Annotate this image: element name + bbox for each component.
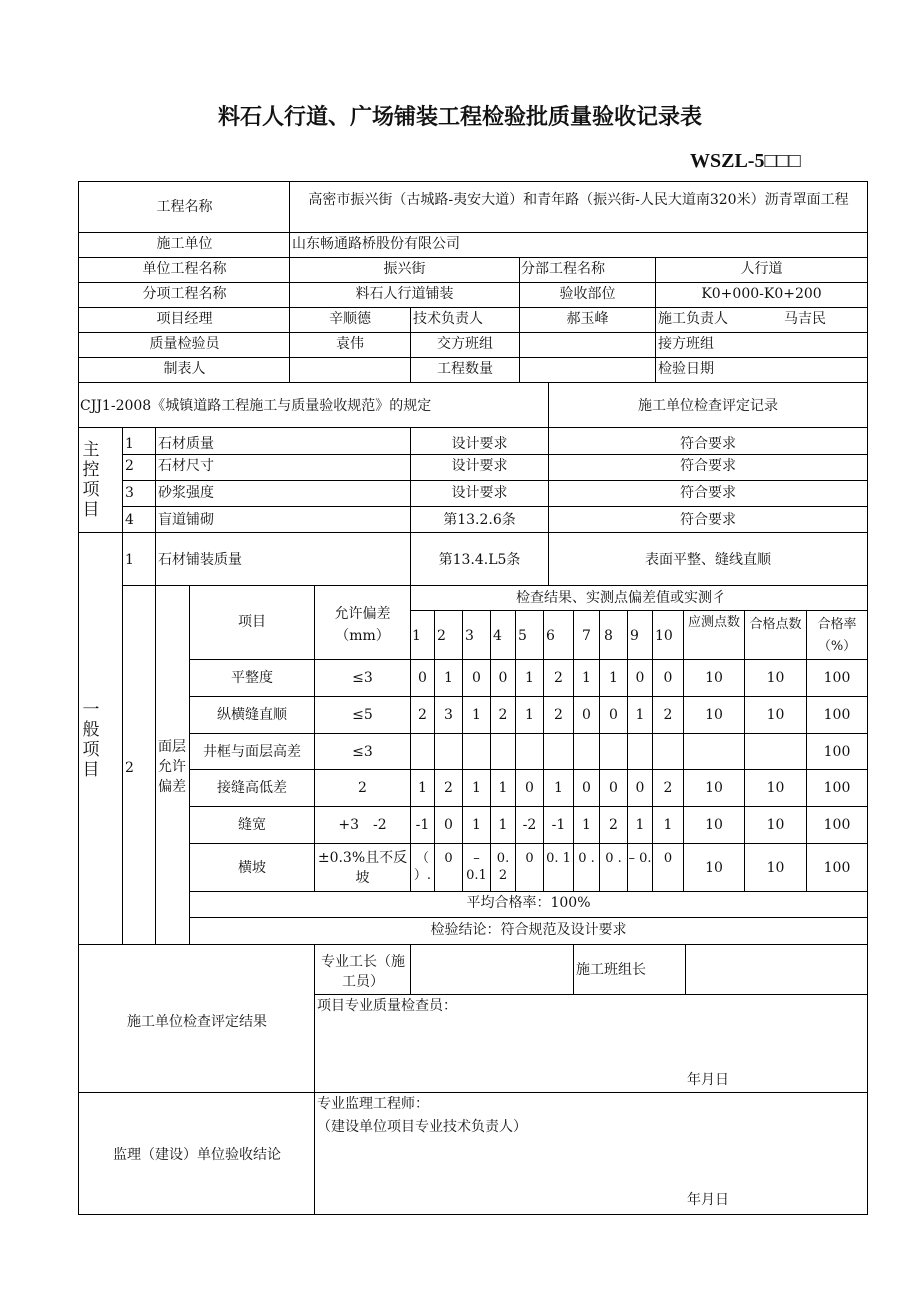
row-point-value: 1 bbox=[635, 707, 645, 723]
row-rate: 100 bbox=[823, 817, 851, 833]
unit-project-value: 振兴街 bbox=[383, 261, 426, 277]
tech-lead-value: 郝玉峰 bbox=[566, 311, 609, 327]
project-name-value: 高密市振兴街（古城路-夷安大道）和青年路（振兴街-人民大道南320米）沥青罩面工程 bbox=[308, 192, 849, 208]
foreman-label: 专业工长（施工员） bbox=[321, 954, 405, 990]
mc-result: 符合要求 bbox=[680, 458, 736, 474]
item-project-label: 分项工程名称 bbox=[142, 286, 227, 302]
row-measured: 10 bbox=[705, 707, 723, 723]
row-point-value: 0 bbox=[525, 851, 534, 866]
row-point-value: 0 bbox=[663, 851, 673, 866]
row-point-value: 0 bbox=[609, 780, 618, 796]
row-point-value: （ ）. bbox=[413, 851, 432, 883]
mc-result: 符合要求 bbox=[680, 512, 736, 528]
row-point-value: 1 bbox=[472, 707, 481, 723]
row-pass: 10 bbox=[766, 780, 785, 796]
mc-name: 盲道铺砌 bbox=[158, 512, 214, 528]
row-point-value: 0 bbox=[582, 707, 591, 723]
row-point-value: 0 bbox=[418, 670, 427, 686]
row-point-value: 2 bbox=[609, 817, 618, 833]
row-point-value: -1 bbox=[551, 817, 566, 833]
row-item-name: 接缝高低差 bbox=[217, 780, 287, 796]
surface-tolerance-label: 面层 允许 偏差 bbox=[158, 739, 186, 795]
preparer-label: 制表人 bbox=[163, 361, 206, 377]
supervision-label: 监理（建设）单位验收结论 bbox=[113, 1147, 281, 1163]
gen-item1-requirement: 第13.4.L5条 bbox=[438, 552, 521, 568]
unit-project-label: 单位工程名称 bbox=[142, 261, 227, 277]
row-point-value: 1 bbox=[498, 780, 508, 796]
row-point-value: 0 bbox=[635, 670, 645, 686]
row-item-name: 缝宽 bbox=[238, 817, 266, 833]
col-check: 检查结果、实测点偏差值或实测彳 bbox=[516, 590, 726, 606]
row-item-name: 横坡 bbox=[238, 859, 266, 876]
receiver-team-label: 接方班组 bbox=[658, 336, 714, 352]
mc-name: 砂浆强度 bbox=[158, 485, 214, 501]
row-measured: 10 bbox=[705, 859, 723, 876]
point-header: 10 bbox=[655, 628, 673, 644]
row-point-value: 0 bbox=[635, 780, 645, 796]
col-rate: 合格率（%） bbox=[817, 617, 857, 654]
inspection-date-label: 检验日期 bbox=[658, 361, 714, 377]
row-point-value: 1 bbox=[635, 817, 645, 833]
spec-standard: CJJ1-2008《城镇道路工程施工与质量验收规范》的规定 bbox=[80, 398, 432, 414]
mc-no: 3 bbox=[125, 485, 134, 501]
row-rate: 100 bbox=[823, 707, 851, 723]
row-point-value: 1 bbox=[472, 780, 481, 796]
row-point-value: -1 bbox=[415, 817, 430, 833]
row-measured: 10 bbox=[705, 817, 723, 833]
row-point-value: 0 bbox=[663, 670, 673, 686]
spec-record-header: 施工单位检查评定记录 bbox=[638, 398, 778, 414]
row-point-value: 1 bbox=[525, 670, 534, 686]
row-tolerance: 2 bbox=[358, 780, 367, 796]
mc-requirement: 设计要求 bbox=[451, 436, 508, 452]
page-title: 料石人行道、广场铺装工程检验批质量验收记录表 bbox=[217, 105, 702, 130]
mc-result: 符合要求 bbox=[680, 436, 736, 452]
conclusion: 检验结论：符合规范及设计要求 bbox=[430, 922, 627, 938]
row-rate: 100 bbox=[823, 859, 851, 876]
pm-value: 辛顺德 bbox=[329, 311, 371, 327]
row-point-value: 2 bbox=[663, 780, 673, 796]
handover-team-label: 交方班组 bbox=[437, 336, 493, 352]
col-measured: 应测点数 bbox=[687, 615, 740, 630]
form-code: WSZL-5□□□ bbox=[690, 150, 801, 172]
gen-item2-no: 2 bbox=[125, 760, 134, 776]
row-point-value: 1 bbox=[663, 817, 673, 833]
main-control-label: 主 控 项 目 bbox=[82, 440, 100, 520]
row-point-value: 0 bbox=[525, 780, 534, 796]
qc-label: 质量检验员 bbox=[149, 336, 220, 352]
row-point-value: 1 bbox=[554, 780, 563, 796]
point-header: 2 bbox=[437, 628, 446, 644]
pm-label: 项目经理 bbox=[156, 311, 213, 327]
mc-requirement: 设计要求 bbox=[451, 458, 508, 474]
row-point-value: 1 bbox=[418, 780, 427, 796]
point-header: 3 bbox=[465, 628, 474, 644]
row-pass: 10 bbox=[766, 817, 785, 833]
row-point-value: 1 bbox=[609, 670, 618, 686]
qc-inspector-label: 项目专业质量检查员： bbox=[317, 998, 457, 1014]
row-point-value: 0 bbox=[444, 817, 453, 833]
row-rate: 100 bbox=[823, 670, 851, 686]
row-tolerance: ≤3 bbox=[352, 743, 373, 760]
general-label: 一 般 项 目 bbox=[82, 700, 100, 780]
row-point-value: -2 bbox=[522, 817, 537, 833]
row-rate: 100 bbox=[823, 743, 851, 760]
row-pass: 10 bbox=[766, 707, 785, 723]
supervisor-label: 专业监理工程师： bbox=[317, 1096, 429, 1112]
point-header: 5 bbox=[518, 628, 527, 644]
division-value: 人行道 bbox=[740, 261, 783, 277]
row-item-name: 井框与面层高差 bbox=[203, 743, 301, 760]
row-point-value: 2 bbox=[418, 707, 427, 723]
team-leader-label: 施工班组长 bbox=[576, 962, 646, 978]
point-header: 9 bbox=[630, 628, 639, 644]
row-point-value: 0 bbox=[472, 670, 481, 686]
row-point-value: 3 bbox=[444, 707, 453, 723]
row-point-value: 1 bbox=[582, 817, 591, 833]
tech-lead-label: 技术负责人 bbox=[413, 311, 483, 327]
point-header: 4 bbox=[493, 628, 502, 644]
mc-no: 1 bbox=[125, 436, 134, 452]
row-point-value: 2 bbox=[554, 707, 563, 723]
col-tolerance: 允许偏差（mm） bbox=[334, 606, 391, 644]
mc-requirement: 设计要求 bbox=[451, 485, 508, 501]
row-tolerance: +3 -2 bbox=[338, 817, 387, 833]
row-point-value: 0. 2 bbox=[496, 851, 510, 883]
qc-value: 袁伟 bbox=[336, 336, 364, 352]
mc-name: 石材尺寸 bbox=[158, 458, 214, 474]
avg-rate: 平均合格率：100% bbox=[466, 895, 591, 911]
mc-no: 4 bbox=[125, 512, 134, 528]
date-2: 年月日 bbox=[687, 1192, 729, 1208]
col-pass: 合格点数 bbox=[749, 617, 802, 632]
mc-name: 石材质量 bbox=[158, 436, 214, 452]
acceptance-part-value: K0+000-K0+200 bbox=[701, 286, 822, 302]
row-point-value: 1 bbox=[525, 707, 534, 723]
date-1: 年月日 bbox=[687, 1072, 729, 1088]
construction-lead-label: 施工负责人 bbox=[658, 311, 728, 327]
row-measured: 10 bbox=[705, 780, 723, 796]
division-label: 分部工程名称 bbox=[521, 261, 605, 277]
row-point-value: 2 bbox=[444, 780, 453, 796]
row-pass: 10 bbox=[766, 859, 785, 876]
row-rate: 100 bbox=[823, 780, 851, 796]
col-item: 项目 bbox=[238, 614, 266, 630]
row-item-name: 平整度 bbox=[231, 670, 273, 686]
row-point-value: 0 . bbox=[605, 851, 622, 866]
row-point-value: 0 bbox=[444, 851, 453, 866]
gen-item1-no: 1 bbox=[125, 552, 134, 568]
row-point-value: 2 bbox=[498, 707, 508, 723]
mc-result: 符合要求 bbox=[680, 485, 736, 501]
point-header: 6 bbox=[546, 628, 555, 644]
project-name-label: 工程名称 bbox=[156, 199, 213, 215]
row-point-value: 0 bbox=[582, 780, 591, 796]
gen-item1-name: 石材铺装质量 bbox=[158, 552, 242, 568]
construction-result-label: 施工单位检查评定结果 bbox=[127, 1014, 267, 1030]
row-point-value: 0 . bbox=[578, 851, 595, 866]
owner-tech-label: （建设单位项目专业技术负责人） bbox=[317, 1119, 527, 1135]
mc-no: 2 bbox=[125, 458, 134, 474]
row-point-value: – 0. bbox=[628, 851, 652, 866]
gen-item1-result: 表面平整、缝线直顺 bbox=[645, 552, 771, 568]
row-point-value: 0. 1 bbox=[546, 851, 571, 866]
contractor-label: 施工单位 bbox=[156, 236, 213, 252]
row-point-value: 1 bbox=[444, 670, 453, 686]
point-header: 7 bbox=[582, 628, 591, 644]
row-pass: 10 bbox=[766, 670, 785, 686]
row-tolerance: ≤3 bbox=[352, 670, 373, 686]
row-point-value: 1 bbox=[498, 817, 508, 833]
row-point-value: 1 bbox=[472, 817, 481, 833]
mc-requirement: 第13.2.6条 bbox=[443, 512, 516, 528]
acceptance-part-label: 验收部位 bbox=[559, 286, 616, 302]
row-tolerance: ≤5 bbox=[352, 707, 373, 723]
row-point-value: 0 bbox=[609, 707, 618, 723]
row-measured: 10 bbox=[705, 670, 723, 686]
item-project-value: 料石人行道铺装 bbox=[355, 286, 454, 302]
row-point-value: 2 bbox=[554, 670, 563, 686]
row-point-value: 0 bbox=[498, 670, 508, 686]
point-header: 8 bbox=[604, 628, 613, 644]
contractor-value: 山东畅通路桥股份有限公司 bbox=[292, 236, 460, 252]
row-tolerance: ±0.3%且不反坡 bbox=[317, 850, 408, 886]
row-point-value: 1 bbox=[582, 670, 591, 686]
row-item-name: 纵横缝直顺 bbox=[217, 707, 287, 723]
row-point-value: – 0.1 bbox=[466, 851, 487, 883]
point-header: 1 bbox=[412, 628, 421, 644]
construction-lead-value: 马吉民 bbox=[784, 311, 826, 327]
row-point-value: 2 bbox=[663, 707, 673, 723]
quantity-label: 工程数量 bbox=[437, 361, 493, 377]
